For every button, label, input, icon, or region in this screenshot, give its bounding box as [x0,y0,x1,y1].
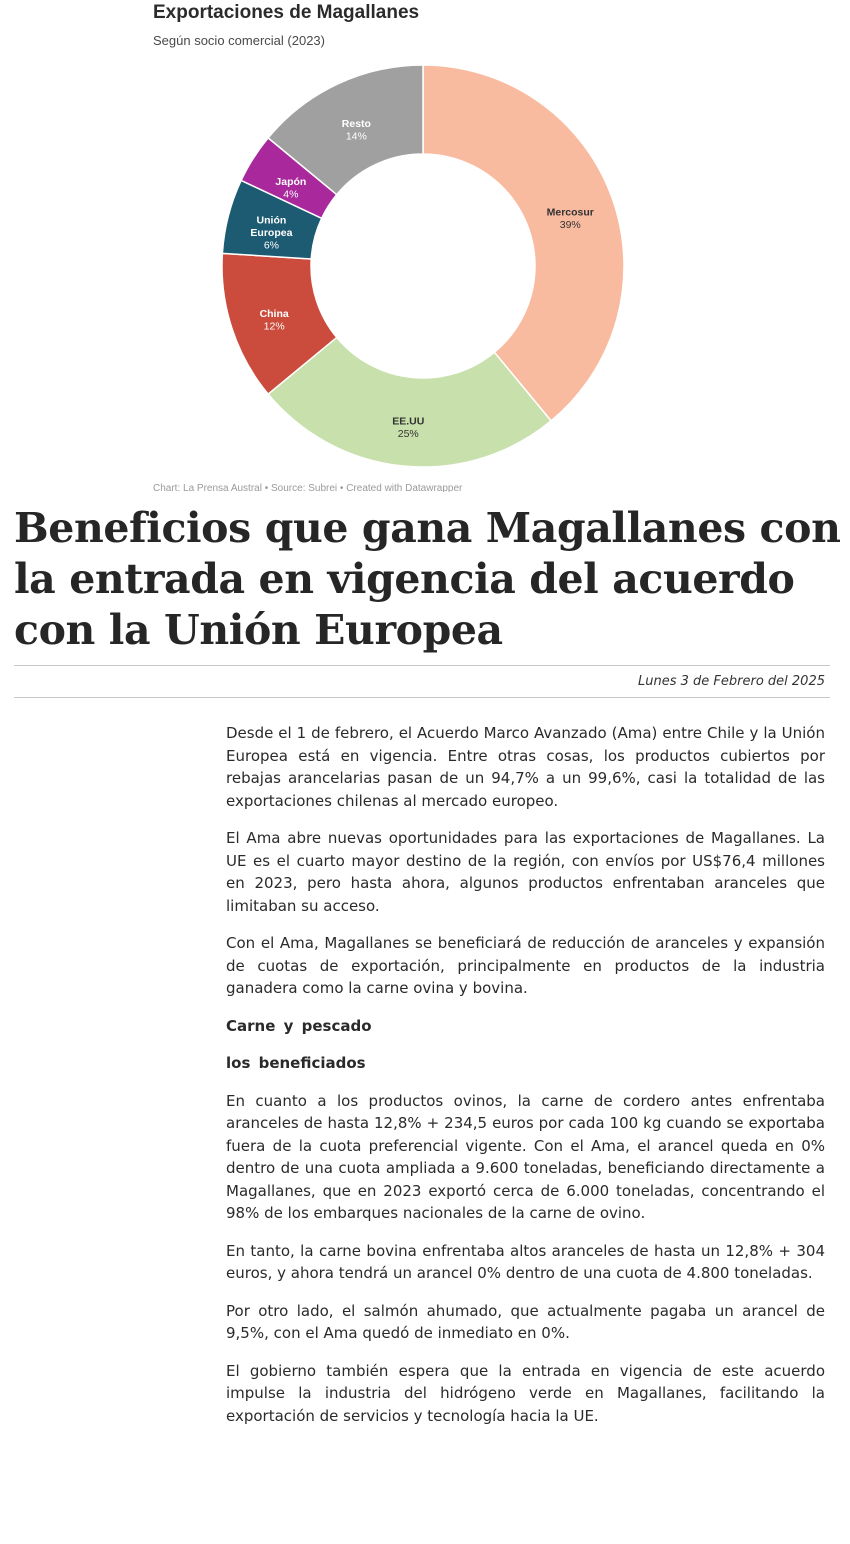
slice-mercosur [423,65,624,421]
slice-category-label: Japón [275,175,307,188]
slice-category-label: Europea [250,227,293,240]
slice-category-label: EE.UU [392,415,425,428]
paragraph: En tanto, la carne bovina enfrentaba altos aranceles de hasta un 12,8% + 304 euros, y ahora tendrá un arancel 0% dentro de una cuota de 4.800 toneladas. [226,1241,825,1282]
divider-bottom [14,697,830,698]
slice-category-label: Mercosur [546,206,594,219]
paragraph: Con el Ama, Magallanes se beneficiará de reducción de aranceles y expansión de cuotas de exportación, principalmente en productos de la industria ganadera como la carne ovina y bovina. [226,934,825,997]
paragraph: El Ama abre nuevas oportunidades para las exportaciones de Magallanes. La UE es el cuarto mayor destino de la región, con envíos por US$76,4 millones en 2023, pero hasta ahora, algunos productos enfrentaban aranceles que limitaban su acceso. [226,829,825,915]
slice-value-label: 4% [283,188,299,201]
paragraph: El gobierno también espera que la entrada en vigencia de este acuerdo impulse la industria del hidrógeno verde en Magallanes, facilitando la exportación de servicios y tecnología hacia la UE. [226,1361,825,1425]
article-headline: Beneficios que gana Magallanes con la entrada en vigencia del acuerdo con la Unión Europea [14,504,841,654]
paragraph: Desde el 1 de febrero, el Acuerdo Marco Avanzado (Ama) entre Chile y la Unión Europea está en vigencia. Entre otras cosas, los productos cubiertos por rebajas arancelarias pasan de un 94,7% a un 99,6%, casi la totalidad de las exportaciones chilenas al mercado europeo. [226,724,825,810]
article-body [226,722,825,1442]
slice-label [342,118,371,142]
subheading: Carne y pescado [226,1016,372,1035]
slice-category-label: Resto [341,118,371,131]
divider-top [14,665,830,666]
slice-category-label: China [259,308,289,321]
chart-source: Chart: La Prensa Austral • Source: Subrei • Created with Datawrapper [153,483,463,492]
slice-label [260,308,289,333]
chart-title: Exportaciones de Magallanes [153,2,420,23]
publish-date: Lunes 3 de Febrero del 2025 [638,674,825,689]
slice-value-label: 25% [397,428,419,441]
slice-value-label: 39% [559,219,581,232]
slice-value-label: 14% [345,130,367,143]
subheading: los beneficiados [226,1054,366,1072]
donut-chart [0,0,850,492]
slice-category-label: Unión [256,214,287,227]
paragraph: Por otro lado, el salmón ahumado, que actualmente pagaba un arancel de 9,5%, con el Ama quedó de inmediato en 0%. [226,1301,825,1342]
paragraph: En cuanto a los productos ovinos, la carne de cordero antes enfrentaba aranceles de hasta 12,8% + 234,5 euros por cada 100 kg cuando se exportaba fuera de la cuota preferencial vigente. Con el Ama, el arancel queda en 0% dentro de una cuota ampliada a 9.600 toneladas, beneficiando directamente a Magallanes, que en 2023 exportó cerca de 6.000 toneladas, concentrando el 98% de los embarques nacionales de la carne de ovino. [226,1091,825,1222]
slice-value-label: 12% [263,320,285,333]
chart-subtitle: Según socio comercial (2023) [153,33,325,48]
slice-value-label: 6% [263,239,280,252]
chart-figure [0,0,850,492]
